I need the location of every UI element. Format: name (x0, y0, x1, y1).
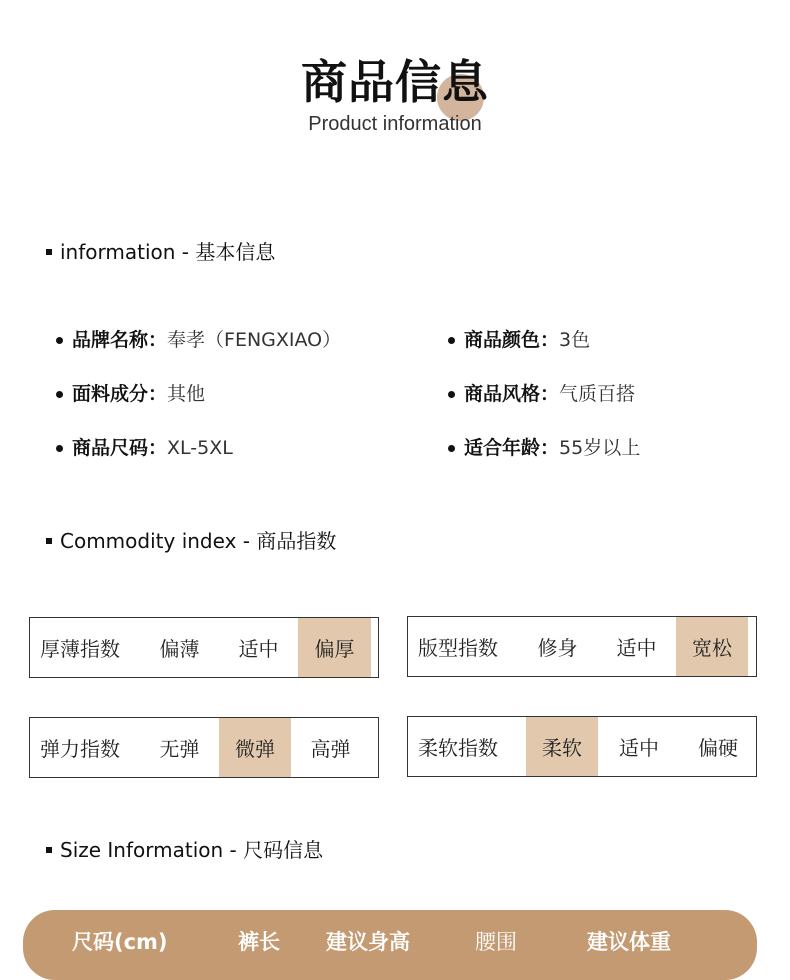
info-key: 品牌名称： (72, 329, 168, 351)
square-bullet-icon (46, 847, 52, 853)
info-item-style (448, 382, 635, 406)
dot-bullet-icon (56, 337, 63, 344)
info-value: 奉孝（FENGXIAO） (167, 329, 342, 351)
index-option: 适中 (238, 637, 279, 661)
dot-bullet-icon (56, 391, 63, 398)
index-box-elasticity (29, 717, 379, 778)
dot-bullet-icon (448, 445, 455, 452)
index-box-thickness (29, 617, 379, 678)
size-column-header: 建议身高 (326, 930, 410, 954)
info-item-size (56, 436, 233, 460)
info-item-age (448, 436, 640, 460)
info-key: 面料成分： (72, 383, 168, 405)
square-bullet-icon (46, 538, 52, 544)
page-title: 商品信息 (301, 55, 489, 109)
index-label: 版型指数 (418, 636, 498, 660)
section-heading-label: Commodity index - 商品指数 (60, 529, 337, 553)
index-label: 弹力指数 (40, 737, 120, 761)
info-key: 商品尺码： (72, 437, 168, 459)
index-option-selected: 宽松 (676, 617, 748, 676)
index-label: 厚薄指数 (40, 637, 120, 661)
size-column-header: 裤长 (238, 930, 280, 954)
section-heading-information (46, 240, 275, 264)
info-key: 商品颜色： (464, 329, 560, 351)
index-option: 适中 (616, 636, 657, 660)
info-value: 3色 (559, 329, 591, 351)
size-column-header: 尺码(cm) (72, 930, 168, 954)
info-item-brand (56, 328, 341, 352)
index-option: 无弹 (159, 737, 200, 761)
page-subtitle: Product information (308, 113, 482, 135)
info-item-fabric (56, 382, 205, 406)
index-box-fit (407, 616, 757, 677)
index-box-softness (407, 716, 757, 777)
page-header (0, 52, 790, 142)
index-option-selected: 偏厚 (298, 618, 371, 677)
info-key: 商品风格： (464, 383, 560, 405)
size-column-header: 腰围 (475, 930, 517, 954)
section-heading-size-information (46, 838, 323, 862)
dot-bullet-icon (448, 391, 455, 398)
section-heading-label: information - 基本信息 (60, 240, 276, 264)
section-heading-label: Size Information - 尺码信息 (60, 838, 324, 862)
info-item-color (448, 328, 590, 352)
index-option: 偏硬 (698, 736, 738, 760)
size-column-header: 建议体重 (587, 930, 671, 954)
dot-bullet-icon (56, 445, 63, 452)
index-option: 修身 (537, 636, 578, 660)
info-value: 其他 (167, 383, 206, 405)
index-label: 柔软指数 (418, 736, 498, 760)
info-value: 气质百搭 (559, 383, 636, 405)
section-heading-commodity-index (46, 529, 336, 553)
index-option: 高弹 (310, 737, 351, 761)
info-value: XL-5XL (167, 437, 233, 459)
index-option-selected: 柔软 (526, 717, 598, 776)
info-key: 适合年龄： (464, 437, 560, 459)
index-option-selected: 微弹 (219, 718, 291, 777)
index-option: 偏薄 (159, 637, 200, 661)
dot-bullet-icon (448, 337, 455, 344)
size-table-header (23, 910, 757, 980)
square-bullet-icon (46, 249, 52, 255)
info-value: 55岁以上 (559, 437, 641, 459)
index-option: 适中 (619, 736, 659, 760)
